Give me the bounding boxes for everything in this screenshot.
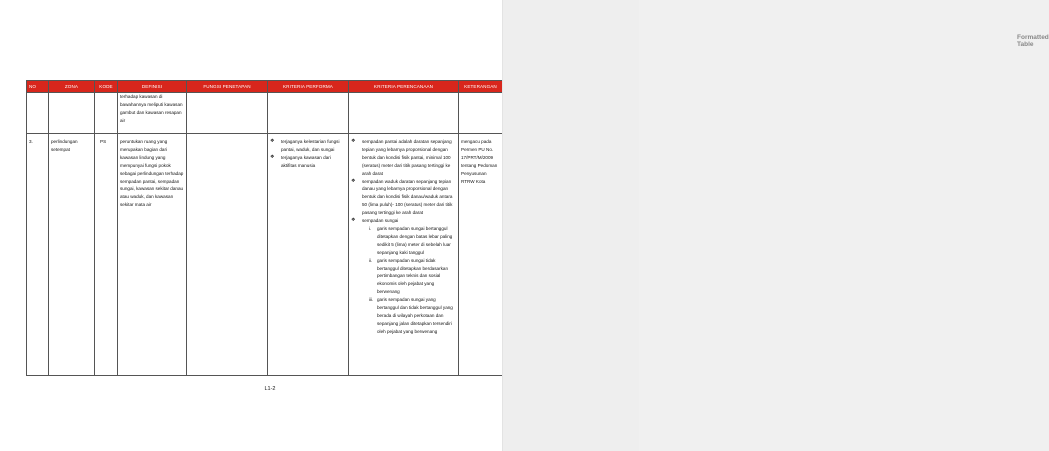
list-item xyxy=(270,154,346,170)
cell-definisi: peruntukan ruang yang merupakan bagian dari kawasan lindung yang mempunyai fungsi pokok sebagai perlindungan terhadap sempadan pantai, sempadan sungai, kawasan sekitar danau atau waduk, dan kawasan sekitar mata air xyxy=(118,134,187,376)
table-header-row xyxy=(27,81,503,93)
cell-zona: perlindungan setempat xyxy=(49,134,95,376)
list-item xyxy=(351,178,456,218)
comment-sidebar xyxy=(502,0,1049,451)
bullet-icon: ❖ xyxy=(270,153,275,160)
cell-no: 3. xyxy=(27,134,49,376)
cell-keterangan: mengacu pada Permen PU No. 17/PRT/M/2009 tentang Pedoman Penyusunan RTRW Kota xyxy=(459,134,503,376)
item-number: iii. xyxy=(369,297,374,303)
perencanaan-pantai-text: sempadan pantai adalah daratan sepanjang tepian yang lebarnya proporsional dengan bentuk dan kondisi fisik pantai, minimal 100 (seratus) meter dari titik pasang tertinggi ke arah darat xyxy=(362,139,452,176)
sungai-item-text: garis sempadan sungai tidak bertanggul ditetapkan berdasarkan pertimbangan teknis dan sosial ekonomis oleh pejabat yang berwenang xyxy=(377,257,448,295)
cell-kode: PS xyxy=(95,134,118,376)
cell-definisi-continued: terhadap kawasan di bawahannya meliputi kawasan gambut dan kawasan resapan air xyxy=(118,93,187,134)
cell-empty xyxy=(268,93,349,134)
item-number: ii. xyxy=(369,257,373,263)
sungai-sub-list xyxy=(362,225,456,336)
cell-empty xyxy=(27,93,49,134)
page-number: L1-2 xyxy=(264,386,276,392)
bullet-icon: ❖ xyxy=(351,217,356,224)
header-keterangan: KETERANGAN xyxy=(459,81,503,93)
performa-item-text: terjaganya kawasan dari aktifitas manusia xyxy=(281,154,331,168)
list-item xyxy=(369,296,456,336)
cell-kriteria-performa xyxy=(268,134,349,376)
performa-item-text: terjaganya kelestarian fungsi pantai, waduk, dan sungai xyxy=(281,139,340,152)
header-zona: ZONA xyxy=(49,81,95,93)
list-item xyxy=(351,138,456,178)
formatted-table-label: Formatted Table xyxy=(1017,34,1049,48)
cell-empty xyxy=(349,93,459,134)
perencanaan-sungai-title: sempadan sungai xyxy=(362,218,399,224)
list-item xyxy=(369,225,456,257)
cell-empty xyxy=(95,93,118,134)
list-item xyxy=(351,217,456,336)
header-kriteria-performa: KRITERIA PERFORMA xyxy=(268,81,349,93)
table-row xyxy=(27,134,503,376)
sungai-item-text: garis sempadan sungai yang bertanggul dan tidak bertanggul yang berada di wilayah perkotaan dan sepanjang jalan ditetapkan tersendiri oleh pejabat yang berwenang xyxy=(377,297,453,334)
sungai-item-text: garis sempadan sungai bertanggul ditetapkan dengan batas lebar paling sedikit 5 (lima) meter di sebelah luar sepanjang kaki tanggul xyxy=(377,225,453,255)
list-item xyxy=(369,257,456,297)
perencanaan-waduk-text: sempadan waduk daratan sepanjang tepian danau yang lebarnya proporsional dengan bentuk dan kondisi fisik danau/waduk antara 50 (lima puluh)- 100 (seratus) meter dari titik pasang tertinggi ke arah darat xyxy=(362,178,453,216)
bullet-icon: ❖ xyxy=(351,138,356,144)
cell-empty xyxy=(459,93,503,134)
bullet-icon: ❖ xyxy=(351,177,356,184)
bullet-icon: ❖ xyxy=(270,138,275,144)
header-fungsi-penetapan: FUNGSI PENETAPAN xyxy=(187,81,268,93)
zoning-criteria-table xyxy=(26,80,503,376)
performa-list xyxy=(270,138,346,170)
perencanaan-list xyxy=(351,138,456,336)
cell-empty xyxy=(187,93,268,134)
list-item xyxy=(270,138,346,154)
cell-kriteria-perencanaan xyxy=(349,134,459,376)
header-kriteria-perencanaan: KRITERIA PERENCANAAN xyxy=(349,81,459,93)
header-definisi: DEFINISI xyxy=(118,81,187,93)
header-no: NO xyxy=(27,81,49,93)
cell-empty xyxy=(49,93,95,134)
cell-fungsi-penetapan xyxy=(187,134,268,376)
table-row-continued xyxy=(27,93,503,134)
item-number: i. xyxy=(369,225,372,231)
header-kode: KODE xyxy=(95,81,118,93)
